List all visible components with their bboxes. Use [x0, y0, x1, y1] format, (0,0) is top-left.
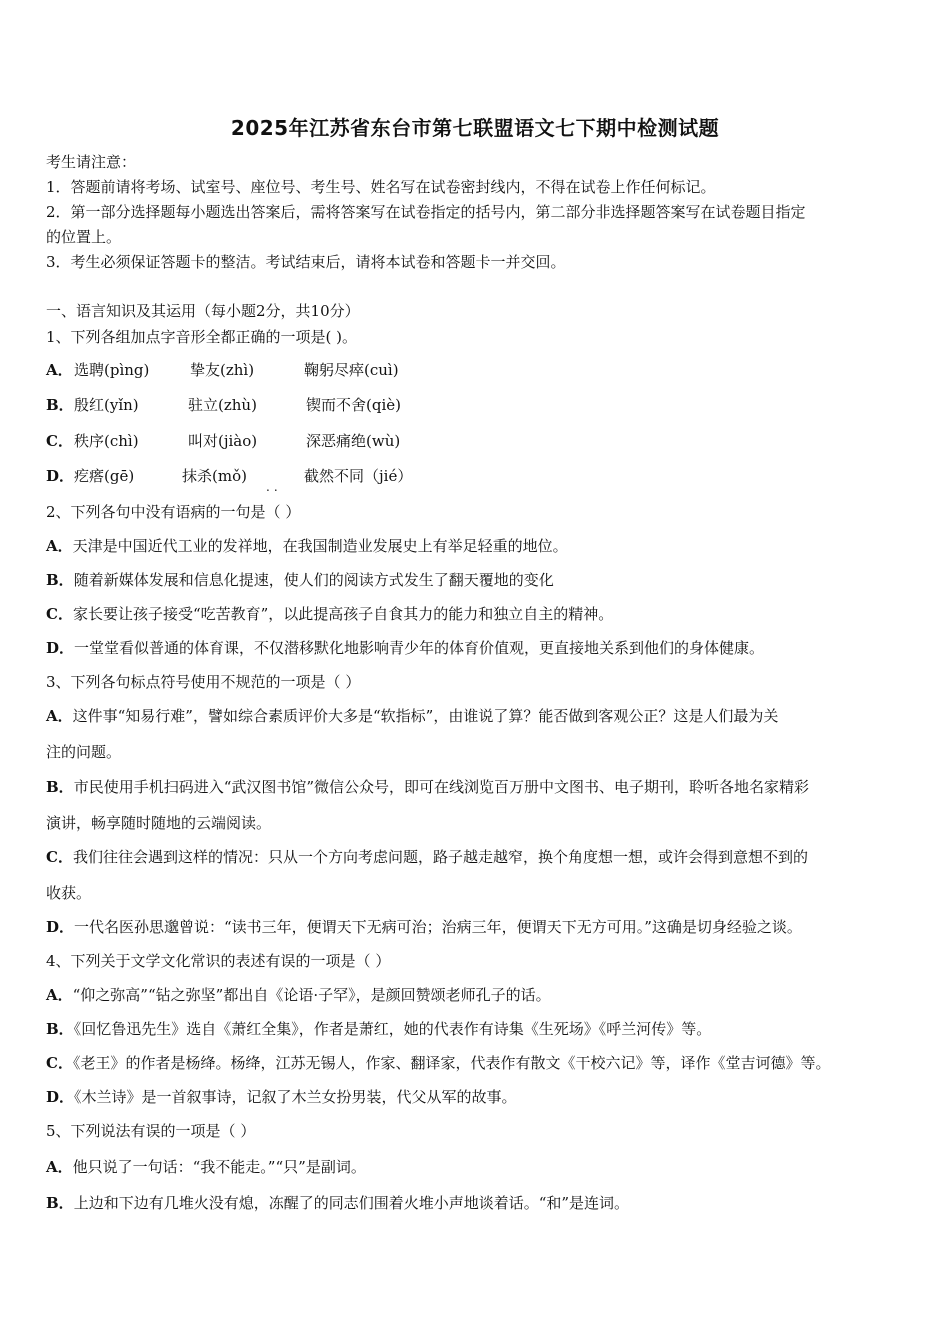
option-label: C．: [46, 848, 73, 866]
option-text: 《老王》的作者是杨绛。杨绛，江苏无锡人，作家、翻译家，代表作有散文《干校六记》等，译作《堂吉诃德》等。: [72, 1054, 831, 1072]
option-text: “仰之弥高”“钻之弥坚”都出自《论语·子罕》，是颜回赞颂老师孔子的话。: [72, 986, 551, 1004]
question-2-option-d: [46, 638, 764, 658]
option-label: A．: [46, 537, 73, 555]
question-3-option-b: [46, 777, 809, 797]
option-text: 随着新媒体发展和信息化提速，使人们的阅读方式发生了翻天覆地的变化: [73, 571, 554, 589]
question-4-option-b: [46, 1019, 711, 1039]
option-word: 锲而不舍(qiè): [306, 396, 401, 414]
option-label: B．: [46, 1194, 74, 1212]
question-4-option-d: [46, 1087, 517, 1107]
option-word: 挚友(zhì): [190, 361, 255, 379]
question-3-option-a: [46, 706, 778, 726]
option-word: 驻立(zhù): [188, 396, 257, 414]
option-label: D．: [46, 467, 75, 485]
notice-item-1: 1．答题前请将考场、试室号、座位号、考生号、姓名写在试卷密封线内，不得在试卷上作任何标记。: [46, 178, 716, 196]
option-word: 鞠躬尽瘁(cuì): [304, 361, 399, 379]
option-label: B．: [46, 1020, 74, 1038]
option-word: 截然不同（jié）: [304, 467, 413, 485]
option-label: B．: [46, 571, 74, 589]
notice-heading: 考生请注意：: [46, 153, 137, 171]
question-3-option-a-cont: 注的问题。: [46, 743, 122, 761]
section-heading: 一、语言知识及其运用（每小题2分，共10分）: [46, 302, 360, 320]
option-label: A．: [46, 986, 73, 1004]
notice-item-2: 2．第一部分选择题每小题选出答案后，需将答案写在试卷指定的括号内，第二部分非选择题答案写在试卷题目指定: [46, 203, 806, 221]
option-label: B．: [46, 778, 74, 796]
question-4-option-a: [46, 985, 551, 1005]
question-1-stem: 1、下列各组加点字音形全都正确的一项是( )。: [46, 328, 358, 346]
option-text: 《木兰诗》是一首叙事诗，记叙了木兰女扮男装，代父从军的故事。: [74, 1088, 517, 1106]
option-label: D．: [46, 639, 75, 657]
option-text: 《回忆鲁迅先生》选自《萧红全集》，作者是萧红，她的代表作有诗集《生死场》《呼兰河传》等。: [73, 1020, 712, 1038]
question-2-option-a: [46, 536, 568, 556]
question-5-option-b: [46, 1193, 629, 1213]
question-4-option-c: [46, 1053, 830, 1073]
option-text: 他只说了一句话：“我不能走。”“只”是副词。: [72, 1158, 366, 1176]
option-text: 天津是中国近代工业的发祥地，在我国制造业发展史上有举足轻重的地位。: [72, 537, 568, 555]
option-word: 选聘(pìng): [74, 361, 150, 379]
question-2-option-c: [46, 604, 613, 624]
option-label: A．: [46, 361, 73, 379]
emphasis-dots: ..: [266, 480, 282, 494]
question-3-option-c-cont: 收获。: [46, 884, 92, 902]
option-label: D．: [46, 1088, 75, 1106]
option-text: 我们往往会遇到这样的情况：只从一个方向考虑问题，路子越走越窄，换个角度想一想，或许会得到意想不到的: [72, 848, 808, 866]
option-label: C．: [46, 1054, 73, 1072]
option-label: C．: [46, 605, 73, 623]
option-label: C．: [46, 432, 73, 450]
question-5-option-a: [46, 1157, 366, 1177]
option-label: A．: [46, 1158, 73, 1176]
option-label: D．: [46, 918, 75, 936]
option-text: 这件事“知易行难”，譬如综合素质评价大多是“软指标”，由谁说了算？能否做到客观公正？这是人们最为关: [72, 707, 779, 725]
option-label: A．: [46, 707, 73, 725]
option-word: 叫对(jiào): [188, 432, 258, 450]
option-word: 疙瘩(gē): [74, 467, 135, 485]
option-text: 上边和下边有几堆火没有熄，冻醒了的同志们围着火堆小声地谈着话。“和”是连词。: [73, 1194, 630, 1212]
page-title: 2025年江苏省东台市第七联盟语文七下期中检测试题: [230, 116, 720, 140]
question-2-option-b: [46, 570, 554, 590]
option-word: 殷红(yǐn): [74, 396, 139, 414]
option-word: 秩序(chì): [74, 432, 139, 450]
option-text: 一堂堂看似普通的体育课，不仅潜移默化地影响青少年的体育价值观，更直接地关系到他们的身体健康。: [74, 639, 765, 657]
question-3-stem: 3、下列各句标点符号使用不规范的一项是（ ）: [46, 673, 361, 691]
option-word: 深恶痛绝(wù): [306, 432, 401, 450]
notice-item-3: 3．考生必须保证答题卡的整洁。考试结束后，请将本试卷和答题卡一并交回。: [46, 253, 566, 271]
option-word: 抹杀(mǒ): [182, 467, 247, 485]
option-label: B．: [46, 396, 74, 414]
question-2-stem: 2、下列各句中没有语病的一句是（ ）: [46, 503, 301, 521]
question-4-stem: 4、下列关于文学文化常识的表述有误的一项是（ ）: [46, 952, 391, 970]
option-text: 一代名医孙思邈曾说：“读书三年，便谓天下无病可治；治病三年，便谓天下无方可用。”这确是切身经验之谈。: [74, 918, 802, 936]
question-3-option-d: [46, 917, 802, 937]
option-text: 家长要让孩子接受“吃苦教育”，以此提高孩子自食其力的能力和独立自主的精神。: [72, 605, 614, 623]
question-3-option-b-cont: 演讲，畅享随时随地的云端阅读。: [46, 814, 272, 832]
question-5-stem: 5、下列说法有误的一项是（ ）: [46, 1122, 256, 1140]
question-3-option-c: [46, 847, 808, 867]
notice-item-2-cont: 的位置上。: [46, 228, 122, 246]
option-text: 市民使用手机扫码进入“武汉图书馆”微信公众号，即可在线浏览百万册中文图书、电子期刊，聆听各地名家精彩: [73, 778, 810, 796]
